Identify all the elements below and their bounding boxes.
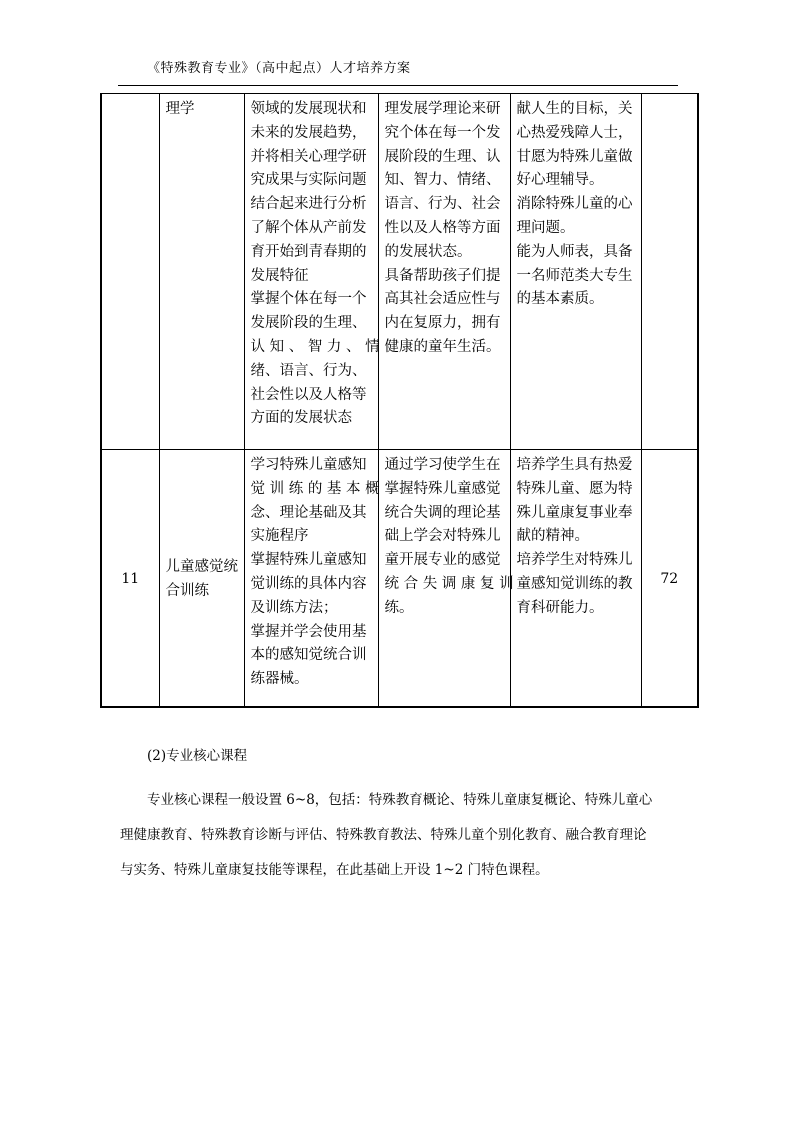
text-line: 具备帮助孩子们提: [384, 267, 501, 284]
course-name-cell: [159, 450, 244, 707]
course-objective-cell: [244, 94, 378, 450]
text-line: 方面的发展状态: [250, 410, 352, 427]
text-line: 掌握个体在每一个: [250, 291, 367, 308]
text-line: 献的精神。: [516, 528, 589, 545]
document-header: 《特殊教育专业》（高中起点）人才培养方案: [147, 61, 411, 76]
text-line: 理问题。: [516, 219, 575, 236]
text-line: 本的感知觉统合训: [250, 647, 367, 664]
text-line: 特殊儿童、愿为特: [516, 480, 633, 497]
course-number-cell: 11: [101, 450, 159, 707]
text-line: 通过学习使学生在: [384, 457, 501, 473]
text-line: 培养学生具有热爱: [516, 457, 633, 473]
text-line: 心热爱残障人士，: [516, 124, 633, 141]
text-line: 内在复原力，拥有: [384, 315, 501, 332]
text-line: 理发展学理论来研: [384, 101, 501, 117]
text-line: 觉 训 练 的 基 本 概: [250, 480, 380, 497]
course-quality-cell: [510, 94, 641, 450]
text-line: 童开展专业的感觉: [384, 552, 501, 569]
text-line: 统合失调的理论基: [384, 504, 501, 521]
text-line: 能为人师表，具备: [516, 243, 633, 260]
course-name-cell: [159, 94, 244, 450]
text-line: 掌握并学会使用基: [250, 623, 367, 640]
text-line: 发展阶段的生理、: [250, 315, 367, 332]
text-line: 童感知觉训练的教: [516, 575, 633, 592]
section-title: (2)专业核心课程: [147, 748, 248, 764]
course-hours-cell: [641, 94, 698, 450]
text-line: 的发展状态。: [384, 243, 472, 260]
course-number-cell: [101, 94, 159, 450]
text-line: 统 合 失 调 康 复 训: [384, 575, 514, 592]
text-line: 念、理论基础及其: [250, 504, 367, 521]
text-line: 发展特征: [250, 267, 309, 284]
text-line: 性以及人格等方面: [384, 219, 501, 236]
text-line: 与实务、特殊儿童康复技能等课程，在此基础上开设 1~2 门特色课程。: [120, 862, 549, 878]
core-course-paragraph: [120, 783, 692, 888]
text-line: 知、智力、情绪、: [384, 172, 501, 189]
text-line: 专业核心课程一般设置 6~8，包括：特殊教育概论、特殊儿童康复概论、特殊儿童心: [120, 792, 653, 808]
text-line: 展阶段的生理、认: [384, 148, 501, 165]
course-ability-cell: [378, 450, 514, 707]
table-row: [101, 450, 698, 707]
text-line: 学习特殊儿童感知: [250, 457, 367, 473]
table-row: [101, 94, 698, 450]
text-line: 高其社会适应性与: [384, 291, 501, 308]
text-line: 觉训练的具体内容: [250, 575, 367, 592]
text-line: 练。: [384, 599, 414, 616]
course-objective-cell: [244, 450, 378, 707]
course-table: [100, 93, 699, 708]
text-line: 领域的发展现状和: [250, 101, 367, 117]
text-line: 消除特殊儿童的心: [516, 196, 633, 213]
text-line: 认 知 、 智 力 、 情: [250, 338, 380, 355]
text-line: 了解个体从产前发: [250, 219, 367, 236]
text-line: 合训练: [165, 582, 209, 599]
text-line: 好心理辅导。: [516, 172, 604, 189]
text-line: 实施程序: [250, 528, 309, 545]
text-line: 培养学生对特殊儿: [516, 552, 633, 569]
text-line: 并将相关心理学研: [250, 148, 367, 165]
text-line: 究成果与实际问题: [250, 172, 367, 189]
course-quality-cell: [510, 450, 641, 707]
text-line: 的基本素质。: [516, 291, 604, 308]
text-line: 未来的发展趋势，: [250, 124, 367, 141]
text-line: 殊儿童康复事业奉: [516, 504, 633, 521]
text-line: 理学: [165, 101, 195, 117]
text-line: 掌握特殊儿童感知: [250, 552, 367, 569]
text-line: 练器械。: [250, 671, 309, 688]
text-line: 甘愿为特殊儿童做: [516, 148, 633, 165]
text-line: 儿童感觉统: [165, 558, 238, 575]
text-line: 理健康教育、特殊教育诊断与评估、特殊教育教法、特殊儿童个别化教育、融合教育理论: [120, 827, 647, 843]
course-hours-cell: 72: [641, 450, 698, 707]
text-line: 献人生的目标，关: [516, 101, 633, 117]
text-line: 结合起来进行分析: [250, 196, 367, 213]
text-line: 础上学会对特殊儿: [384, 528, 501, 545]
course-ability-cell: [378, 94, 510, 450]
text-line: 社会性以及人格等: [250, 386, 367, 403]
text-line: 究个体在每一个发: [384, 124, 501, 141]
text-line: 育开始到青春期的: [250, 243, 367, 260]
text-line: 健康的童年生活。: [384, 338, 501, 355]
text-line: 一名师范类大专生: [516, 267, 633, 284]
text-line: 掌握特殊儿童感觉: [384, 480, 501, 497]
header-rule: [118, 85, 678, 86]
text-line: 语言、行为、社会: [384, 196, 501, 213]
text-line: 育科研能力。: [516, 599, 604, 616]
text-line: 及训练方法；: [250, 599, 338, 616]
text-line: 绪、语言、行为、: [250, 362, 367, 379]
